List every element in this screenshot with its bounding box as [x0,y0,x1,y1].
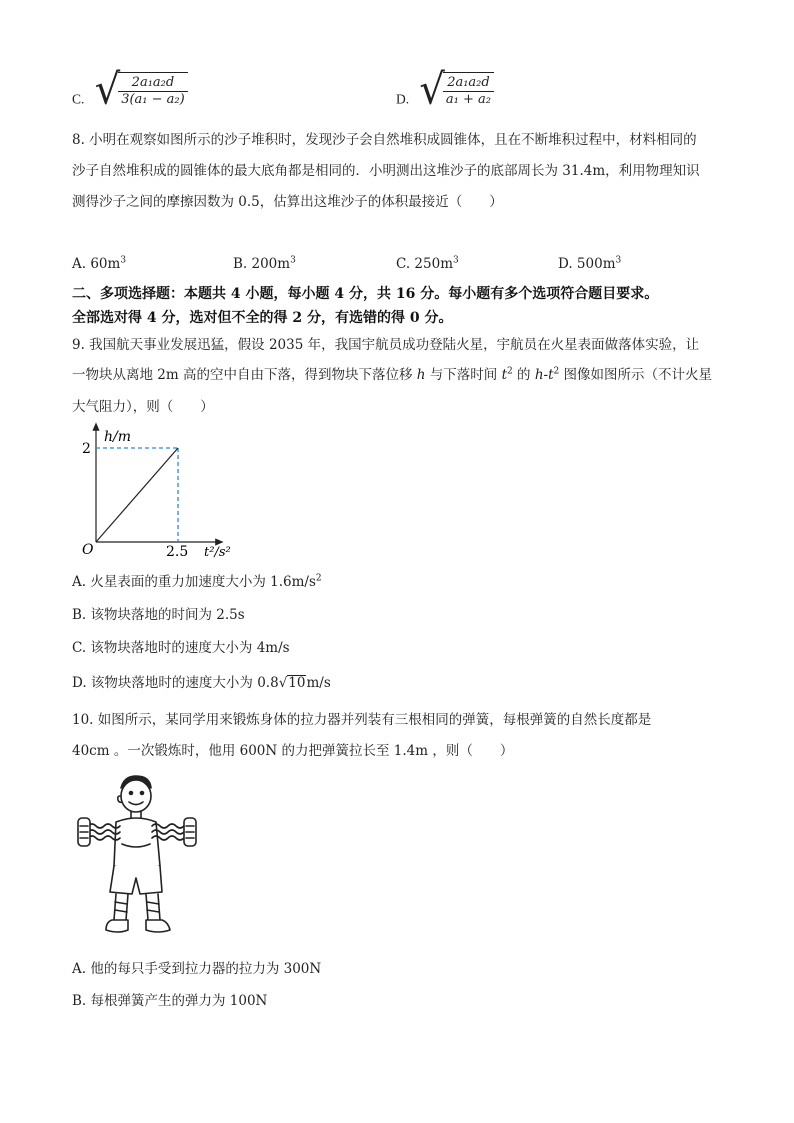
q7-option-c-label: C. [72,91,85,107]
q9-option-a-exp: 2 [315,573,322,584]
q9-var-ht-exp: 2 [553,366,560,377]
q9-line-2-d: 图像如图所示（不计火星 [559,367,713,383]
q9-option-a [72,573,322,591]
q9-option-b: B. 该物块落地的时间为 2.5s [72,607,245,623]
section-2-heading-line-1: 二、多项选择题：本题共 4 小题，每小题 4 分，共 16 分。每小题有多个选项符合题目要求。 [72,286,659,302]
q7-c-numerator: 2a₁a₂d [118,75,188,92]
q8-option-a [72,255,126,273]
q9-option-d-unit: m/s [306,675,331,691]
q10-option-b: B. 每根弹簧产生的弹力为 100N [72,993,268,1009]
q7-option-c [72,65,188,115]
q9-var-t-exp: 2 [507,366,513,377]
q10-line-2: 40cm 。一次锻炼时，他用 600N 的力把弹簧拉长至 1.4m ，则（ ） [72,743,514,759]
q7-option-d-formula: √ $\frac{\text{2a₁a₂d}}{\text{a₁ + a₂}}$ [419,70,494,110]
y-axis-label: h/m [104,429,132,445]
origin-label: O [82,542,94,558]
q9-var-ht: h-t [534,367,554,383]
q9-var-t: t [501,367,507,383]
q7-d-numerator: 2a₁a₂d [443,75,494,92]
q8-option-d-exp: 3 [615,255,622,266]
q8-option-c-exp: 3 [453,255,459,266]
q7-option-c-formula: √ $\frac{\text{2a₁a₂d}}{\text{3(a₁ − a₂)}}$ [95,70,188,110]
q8-line-3: 测得沙子之间的摩擦因数为 0.5，估算出这堆沙子的体积最接近（ ） [72,194,503,210]
q7-c-denominator: 3(a₁ − a₂) [121,92,185,107]
q9-line-3: 大气阻力），则（ ） [72,399,214,415]
q9-option-d [72,674,331,692]
q9-line-2 [72,366,712,384]
data-series-line [96,448,178,542]
q7-option-d-label: D. [396,91,410,107]
q8-option-b [233,255,296,273]
q8-line-2: 沙子自然堆积成的圆锥体的最大底角都是相同的．小明测出这堆沙子的底部周长为 31.4m，利用物理知识 [72,163,700,179]
section-2-heading-line-2: 全部选对得 4 分，选对但不全的得 2 分，有选错的得 0 分。 [72,310,453,326]
q9-option-d-text: D. 该物块落地时的速度大小为 0.8 [72,675,279,691]
q8-line-1: 8. 小明在观察如图所示的沙子堆积时，发现沙子会自然堆积成圆锥体，且在不断堆积过程中，材料相同的 [72,132,697,148]
q9-option-a-text: A. 火星表面的重力加速度大小为 1.6m/s [72,574,316,590]
q8-option-b-text: B. 200m [233,256,291,272]
q8-option-c-text: C. 250m [396,256,453,272]
q9-line-2-a: 一物块从离地 2m 高的空中自由下落，得到物块下落位移 [72,367,417,383]
q8-option-d [558,255,621,273]
q9-line-1: 9. 我国航天事业发展迅猛，假设 2035 年，我国宇航员成功登陆火星，宇航员在火星表面做落体实验，让 [72,337,700,353]
q8-option-a-exp: 3 [120,255,127,266]
q9-line-2-c: 的 [512,367,535,383]
q9-option-d-radicand: 10 [288,675,306,691]
q9-line-2-b: 与下落时间 [425,367,502,383]
q8-option-b-exp: 3 [290,255,296,266]
q8-option-d-text: D. 500m [558,256,616,272]
x-axis-label: t²/s² [204,545,231,560]
q7-d-denominator: a₁ + a₂ [445,92,492,107]
x-tick-label: 2.5 [166,544,189,560]
q8-option-c [396,255,459,273]
q8-option-a-text: A. 60m [72,256,121,272]
y-tick-label: 2 [82,441,91,457]
q9-option-c: C. 该物块落地时的速度大小为 4m/s [72,640,290,656]
q9-option-d-sqrt: √10 [278,675,306,691]
chest-expander-figure [74,770,202,942]
q7-option-d [396,65,494,115]
q9-var-h: h [416,367,426,383]
h-t2-graph [70,420,250,568]
q10-line-1: 10. 如图所示，某同学用来锻炼身体的拉力器并列装有三根相同的弹簧，每根弹簧的自然长度都是 [72,712,652,728]
q10-option-a: A. 他的每只手受到拉力器的拉力为 300N [72,961,322,977]
